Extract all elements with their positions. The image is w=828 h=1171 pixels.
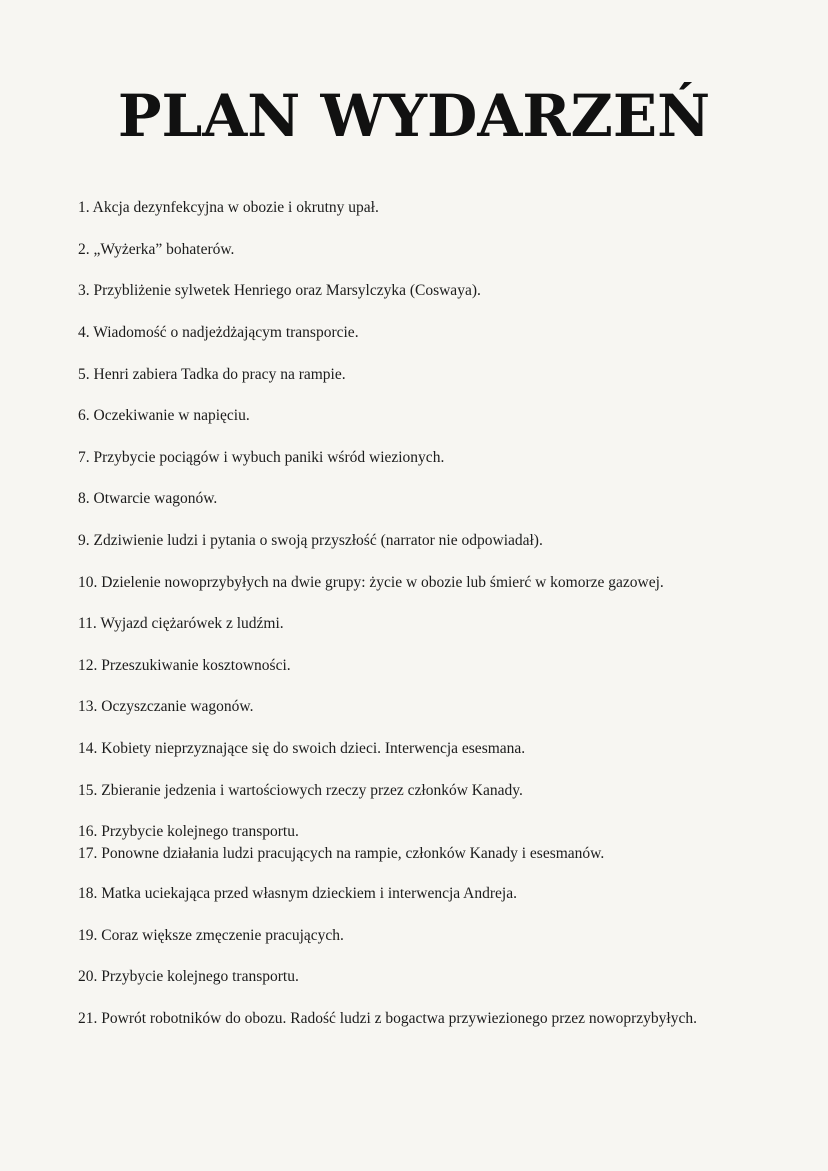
list-item: 12. Przeszukiwanie kosztowności. — [78, 657, 291, 674]
list-item: 21. Powrót robotników do obozu. Radość ludzi z bogactwa przywiezionego przez nowoprzybyłych. — [78, 1010, 697, 1027]
list-item: 5. Henri zabiera Tadka do pracy na rampie. — [78, 366, 346, 383]
list-item: 19. Coraz większe zmęczenie pracujących. — [78, 927, 344, 944]
list-item: 15. Zbieranie jedzenia i wartościowych rzeczy przez członków Kanady. — [78, 782, 523, 799]
list-item: 20. Przybycie kolejnego transportu. — [78, 968, 299, 985]
list-item: 13. Oczyszczanie wagonów. — [78, 698, 254, 715]
list-item: 17. Ponowne działania ludzi pracujących na rampie, członków Kanady i esesmanów. — [78, 845, 605, 862]
page-title: PLAN WYDARZEŃ — [117, 82, 711, 150]
list-item: 4. Wiadomość o nadjeżdżającym transporcie. — [78, 324, 359, 341]
list-item: 16. Przybycie kolejnego transportu. — [78, 823, 299, 840]
list-item: 3. Przybliżenie sylwetek Henriego oraz Marsylczyka (Coswaya). — [78, 282, 481, 299]
list-item: 1. Akcja dezynfekcyjna w obozie i okrutny upał. — [78, 199, 379, 216]
list-item: 14. Kobiety nieprzyznające się do swoich dzieci. Interwencja esesmana. — [78, 740, 526, 757]
list-item: 18. Matka uciekająca przed własnym dzieckiem i interwencja Andreja. — [78, 885, 517, 902]
list-item: 6. Oczekiwanie w napięciu. — [78, 407, 250, 424]
list-item: 9. Zdziwienie ludzi i pytania o swoją przyszłość (narrator nie odpowiadał). — [78, 532, 543, 549]
list-item: 8. Otwarcie wagonów. — [78, 490, 218, 507]
list-item: 7. Przybycie pociągów i wybuch paniki wśród wiezionych. — [78, 449, 445, 466]
list-item: 10. Dzielenie nowoprzybyłych na dwie grupy: życie w obozie lub śmierć w komorze gazowej. — [78, 574, 664, 591]
list-item: 2. „Wyżerka” bohaterów. — [78, 241, 235, 258]
list-item: 11. Wyjazd ciężarówek z ludźmi. — [78, 615, 284, 632]
